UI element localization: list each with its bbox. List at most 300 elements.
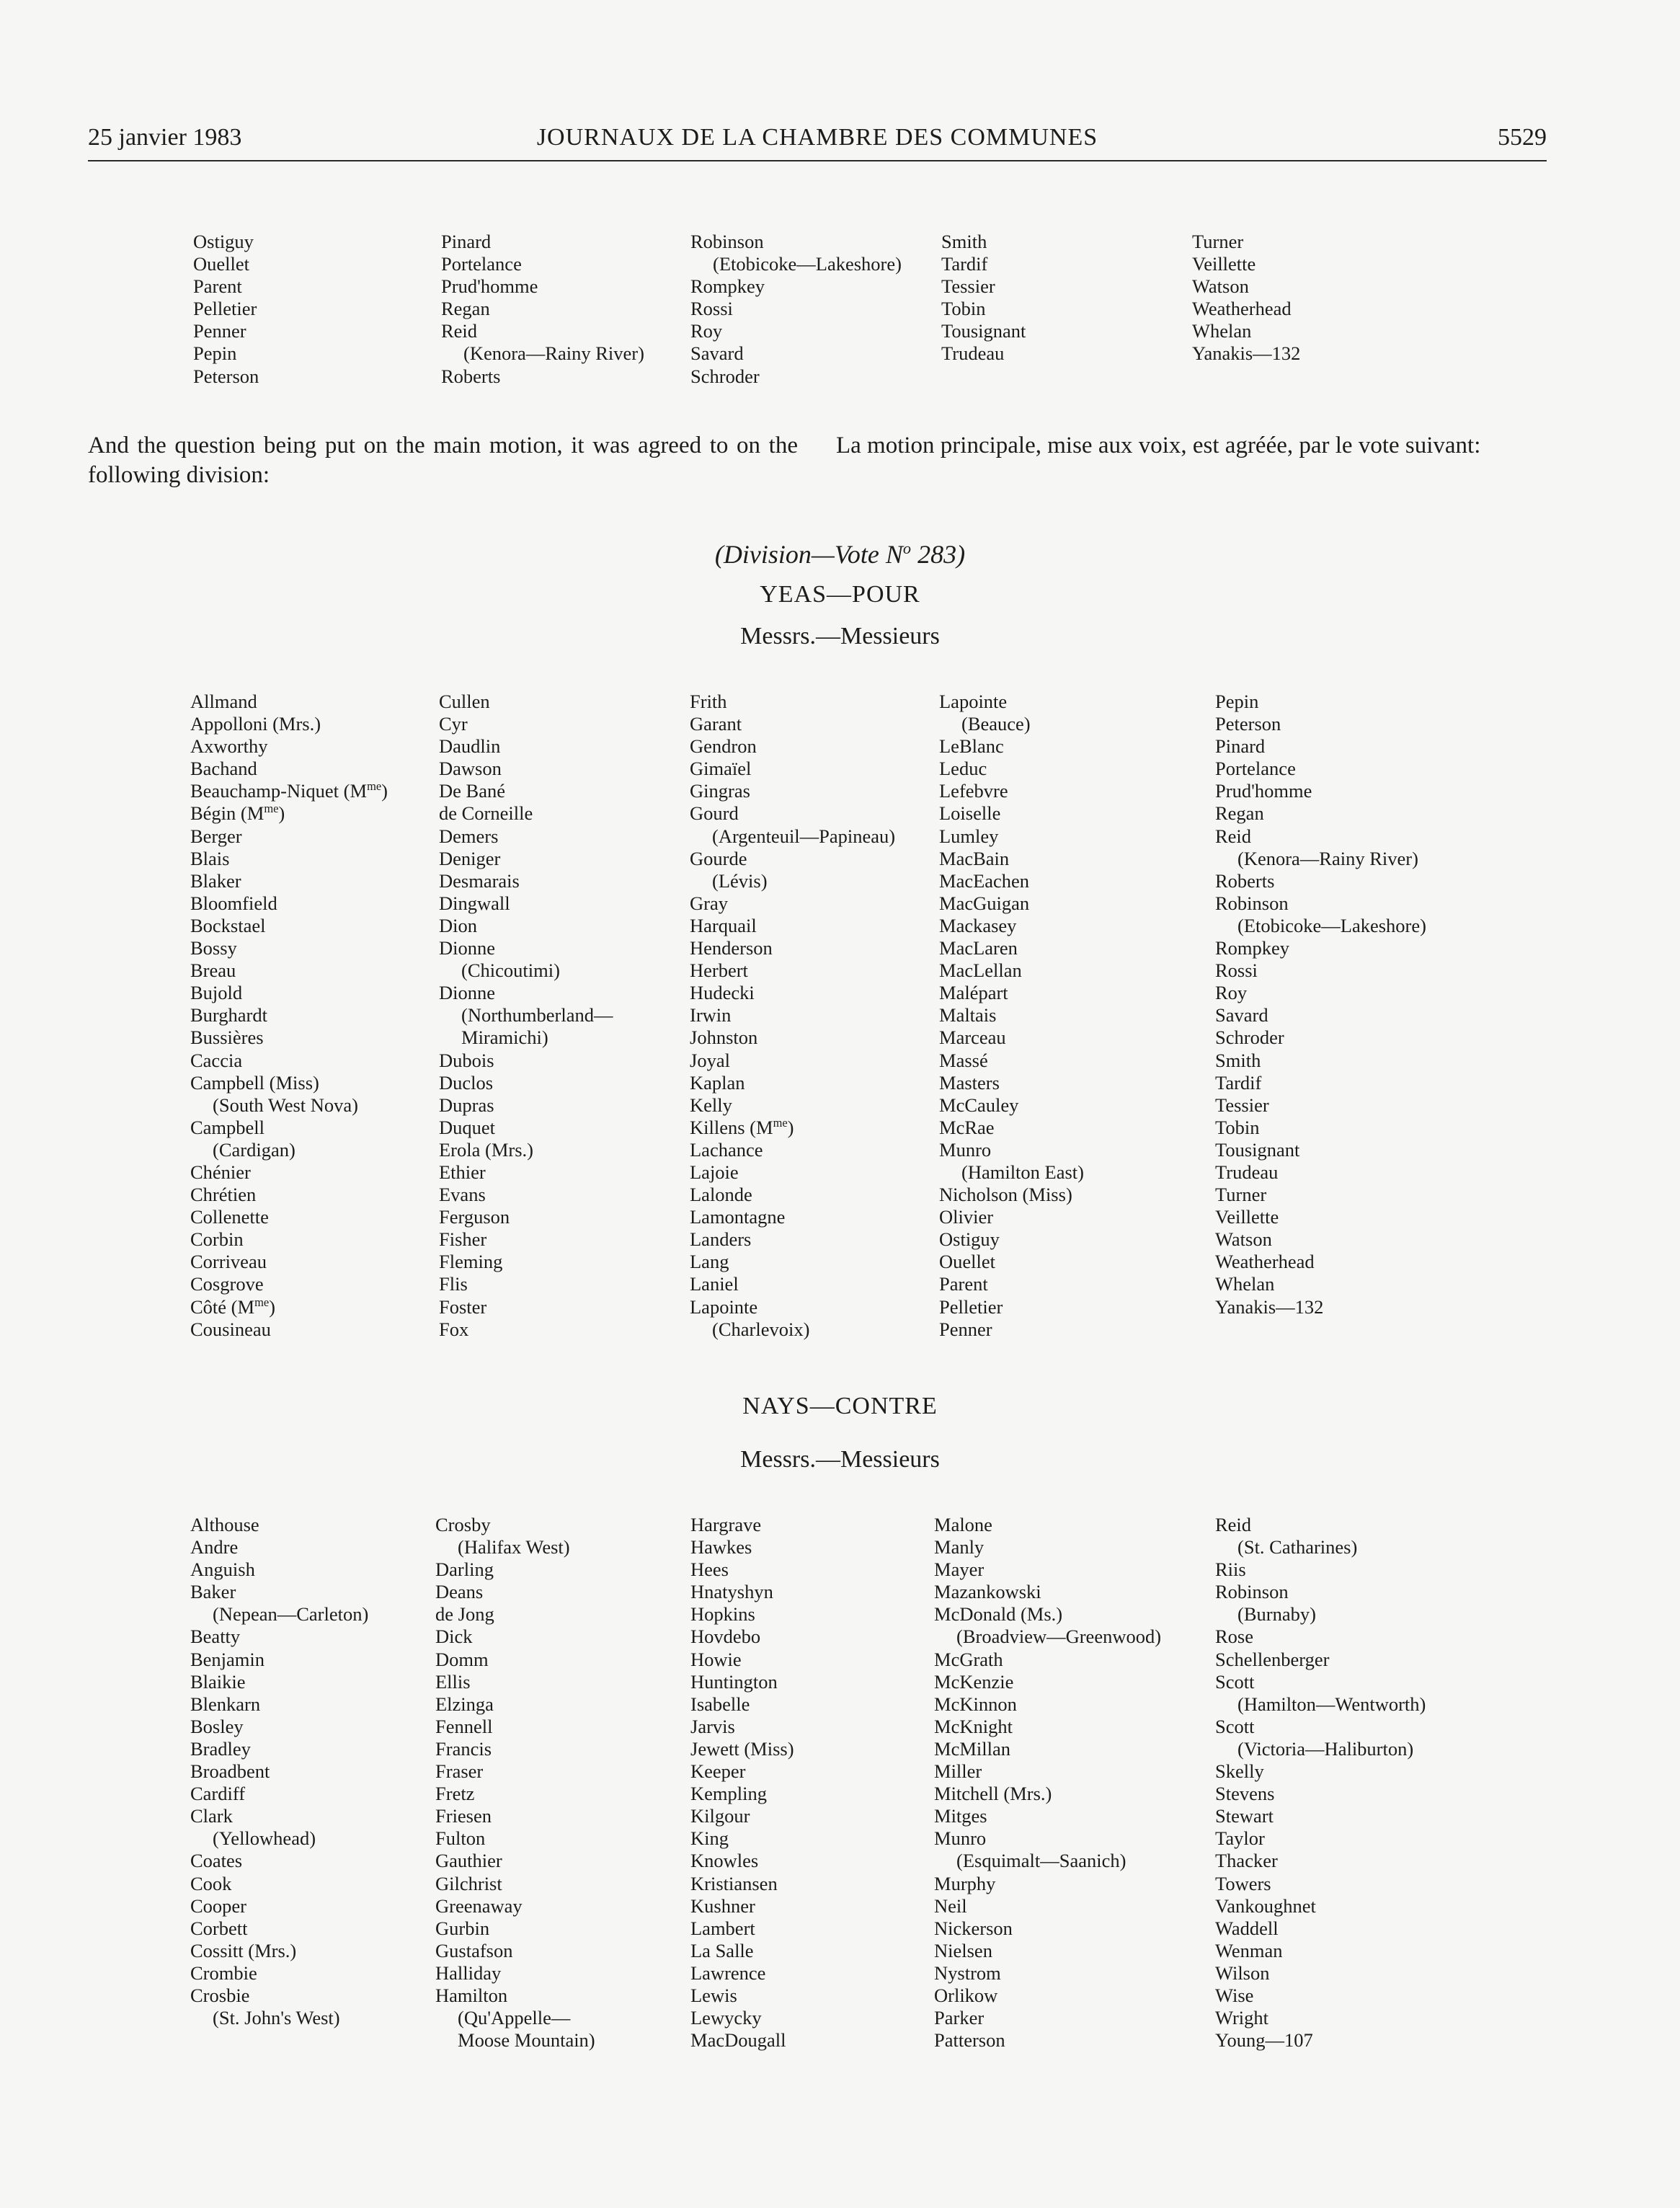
member-name: de Jong [435, 1603, 494, 1626]
member-name: Burghardt [190, 1004, 267, 1027]
member-name: Nickerson [934, 1917, 1013, 1939]
member-name: Campbell [190, 1116, 265, 1138]
top-column [941, 231, 1026, 365]
member-name: Penner [193, 320, 246, 342]
member-name: Robinson [690, 231, 764, 252]
member-name: Lang [690, 1251, 729, 1273]
member-name: Kilgour [690, 1805, 750, 1827]
member-name: Fretz [435, 1783, 475, 1805]
member-name: Pepin [193, 342, 237, 365]
member-name: La Salle [690, 1939, 754, 1961]
member-name: McCauley [939, 1094, 1019, 1116]
member-name: Veillette [1192, 253, 1256, 275]
member-name: Darling [435, 1559, 494, 1581]
member-name: Blenkarn [190, 1693, 261, 1715]
member-name: Anguish [190, 1559, 255, 1581]
member-name: Hopkins [690, 1603, 755, 1626]
member-name: Smith [941, 231, 987, 252]
member-name: Tobin [941, 298, 986, 320]
member-name: Lewycky [690, 2007, 762, 2029]
member-name: Reid [1215, 825, 1252, 847]
member-name: Neil [934, 1894, 967, 1917]
member-name: Breau [190, 959, 236, 982]
member-name: Roy [690, 320, 723, 342]
member-name: McKinnon [934, 1693, 1017, 1715]
member-name: Dion [439, 914, 477, 936]
member-name: Rossi [690, 298, 733, 320]
member-name: Ostiguy [939, 1228, 1000, 1251]
member-name: Hargrave [690, 1514, 762, 1535]
member-name: Cullen [439, 691, 490, 712]
member-name: Fraser [435, 1760, 484, 1783]
member-name: Tobin [1215, 1116, 1260, 1138]
member-name: Skelly [1215, 1760, 1264, 1783]
member-name: Peterson [193, 365, 259, 387]
member-name: Cyr [439, 713, 468, 735]
member-name: (Northumberland— [461, 1004, 613, 1027]
member-name: Hees [690, 1559, 729, 1581]
member-name: Schroder [690, 365, 760, 387]
member-name: Nicholson (Miss) [939, 1184, 1072, 1206]
member-name: (Victoria—Haliburton) [1237, 1737, 1414, 1760]
member-name: Robinson [1215, 892, 1289, 914]
division-title: (Division—Vote $N^o$ 283) [714, 539, 966, 569]
member-name: Smith [1215, 1049, 1261, 1071]
member-name: Weatherhead [1215, 1251, 1315, 1273]
member-name: Garant [690, 713, 742, 735]
member-name: Watson [1192, 275, 1249, 298]
member-name: Hudecki [690, 982, 755, 1004]
page-header [88, 124, 1547, 161]
member-name: Penner [939, 1318, 992, 1340]
member-name: Hovdebo [690, 1626, 761, 1648]
member-name: Côté $(M^{me})$ [190, 1295, 275, 1318]
member-name: Fox [439, 1318, 469, 1340]
member-name: MacLaren [939, 937, 1018, 959]
member-name: Benjamin [190, 1648, 265, 1670]
member-name: Regan [441, 298, 490, 320]
member-name: Kempling [690, 1783, 767, 1805]
nays-heading: NAYS—CONTRE [742, 1393, 938, 1419]
member-name: Savard [1215, 1004, 1268, 1027]
member-name: Scott [1215, 1670, 1255, 1693]
member-name: Ferguson [439, 1206, 510, 1228]
member-name: Rompkey [690, 275, 765, 298]
paragraph-french: La motion principale, mise aux voix, est agréée, par le vote suivant: [836, 433, 1481, 458]
member-name: Tousignant [1215, 1138, 1300, 1161]
member-name: Bosley [190, 1715, 244, 1737]
yeas-column [439, 691, 613, 1341]
top-column [690, 231, 902, 388]
member-name: Schellenberger [1215, 1648, 1330, 1670]
member-name: Rompkey [1215, 937, 1290, 959]
page-number: 5529 [1498, 124, 1547, 151]
member-name: Dick [435, 1626, 473, 1648]
member-name: De Bané [439, 780, 505, 802]
member-name: Tessier [1215, 1094, 1269, 1116]
member-name: Reid [1215, 1514, 1252, 1535]
member-name: Althouse [190, 1514, 259, 1535]
member-name: Dawson [439, 758, 502, 780]
yeas-subheading: Messrs.—Messieurs [740, 623, 940, 649]
member-name: Gourde [690, 847, 747, 869]
member-name: Tardif [1215, 1071, 1262, 1094]
member-name: Cook [190, 1872, 232, 1894]
member-name: Kushner [690, 1894, 755, 1917]
top-column [1192, 231, 1300, 365]
member-name: (Argenteuil—Papineau) [712, 825, 896, 847]
member-name: Crosby [435, 1514, 491, 1535]
member-name: McKenzie [934, 1670, 1014, 1693]
member-name: Pelletier [193, 298, 257, 320]
member-name: Caccia [190, 1049, 243, 1071]
member-name: Parent [939, 1273, 988, 1295]
member-name: Patterson [934, 2029, 1005, 2052]
member-name: McKnight [934, 1715, 1013, 1737]
member-name: Wenman [1215, 1939, 1283, 1961]
member-name: Isabelle [690, 1693, 750, 1715]
member-name: Turner [1215, 1184, 1267, 1206]
member-name: Evans [439, 1184, 486, 1206]
header-title: JOURNAUX DE LA CHAMBRE DES COMMUNES [536, 124, 1098, 151]
member-name: Jarvis [690, 1715, 735, 1737]
member-name: Roberts [441, 365, 501, 387]
member-name: (Nepean—Carleton) [213, 1603, 369, 1626]
member-name: Chrétien [190, 1184, 257, 1206]
member-name: McMillan [934, 1737, 1010, 1760]
member-name: Munro [939, 1138, 992, 1161]
member-name: Kelly [690, 1094, 732, 1116]
member-name: Parker [934, 2007, 985, 2029]
member-name: Bockstael [190, 914, 266, 936]
member-name: (Kenora—Rainy River) [463, 342, 644, 365]
member-name: Pinard [1215, 735, 1266, 758]
member-name: Killens $(M^{me})$ [690, 1115, 794, 1138]
member-name: Laniel [690, 1273, 739, 1295]
member-name: Leduc [939, 758, 987, 780]
member-name: Duquet [439, 1116, 496, 1138]
member-name: Bujold [190, 982, 243, 1004]
member-name: (Charlevoix) [712, 1318, 810, 1340]
nays-column [1215, 1514, 1426, 2052]
member-name: Regan [1215, 802, 1264, 825]
member-name: Blaker [190, 869, 241, 892]
member-name: Gourd [690, 802, 739, 825]
member-name: Henderson [690, 937, 773, 959]
member-name: Dubois [439, 1049, 494, 1071]
member-name: Malone [934, 1514, 992, 1535]
member-name: Gilchrist [435, 1872, 502, 1894]
member-name: Lumley [939, 825, 999, 847]
member-name: Lapointe [939, 691, 1008, 712]
member-name: Broadbent [190, 1760, 270, 1783]
nays-column [190, 1514, 368, 2029]
member-name: Keeper [690, 1760, 746, 1783]
member-name: Rose [1215, 1626, 1253, 1648]
member-name: Lambert [690, 1917, 755, 1939]
yeas-column [939, 691, 1084, 1341]
member-name: Marceau [939, 1027, 1006, 1049]
member-name: Dingwall [439, 892, 510, 914]
member-name: Pepin [1215, 691, 1259, 712]
member-name: Miramichi) [461, 1027, 548, 1049]
member-name: Gray [690, 892, 728, 914]
member-name: Axworthy [190, 735, 268, 758]
member-name: Lachance [690, 1138, 763, 1161]
member-name: (St. Catharines) [1237, 1536, 1358, 1559]
member-name: Knowles [690, 1850, 759, 1872]
member-name: Dionne [439, 982, 496, 1004]
member-name: Frith [690, 691, 727, 712]
member-name: Orlikow [934, 1984, 998, 2006]
yeas-heading: YEAS—POUR [760, 581, 920, 608]
member-name: Maltais [939, 1004, 997, 1027]
member-name: MacLellan [939, 959, 1022, 982]
member-name: Loiselle [939, 802, 1001, 825]
member-name: Beatty [190, 1626, 241, 1648]
member-name: Johnston [690, 1027, 758, 1049]
member-name: Trudeau [941, 342, 1005, 365]
member-name: Baker [190, 1581, 236, 1603]
member-name: MacEachen [939, 869, 1030, 892]
member-name: McRae [939, 1116, 995, 1138]
member-name: Dupras [439, 1094, 494, 1116]
member-name: Blais [190, 847, 230, 869]
member-name: (Etobicoke—Lakeshore) [1237, 914, 1426, 936]
member-name: Wise [1215, 1984, 1254, 2006]
member-name: Allmand [190, 691, 257, 712]
member-name: Moose Mountain) [458, 2029, 595, 2052]
member-name: Gimaïel [690, 758, 752, 780]
member-name: Mackasey [939, 914, 1017, 936]
member-name: Lawrence [690, 1961, 766, 1984]
yeas-column [1215, 691, 1426, 1318]
member-name: Bloomfield [190, 892, 277, 914]
member-name: Francis [435, 1737, 492, 1760]
member-name: Lapointe [690, 1295, 758, 1318]
member-name: Appolloni (Mrs.) [190, 713, 321, 735]
member-name: McDonald (Ms.) [934, 1603, 1063, 1626]
member-name: Parent [193, 275, 242, 298]
member-name: Ouellet [939, 1251, 995, 1273]
member-name: Schroder [1215, 1027, 1284, 1049]
member-name: MacBain [939, 847, 1010, 869]
member-name: (Etobicoke—Lakeshore) [713, 253, 902, 275]
member-name: (Chicoutimi) [461, 959, 560, 982]
member-name: Thacker [1215, 1850, 1278, 1872]
nays-subheading: Messrs.—Messieurs [740, 1446, 940, 1473]
member-name: Cosgrove [190, 1273, 264, 1295]
member-name: (Broadview—Greenwood) [956, 1626, 1162, 1648]
member-name: Hawkes [690, 1536, 752, 1559]
member-name: Irwin [690, 1004, 732, 1027]
member-name: Lajoie [690, 1161, 739, 1183]
member-name: Roy [1215, 982, 1248, 1004]
member-name: Fulton [435, 1827, 486, 1850]
member-name: Harquail [690, 914, 757, 936]
member-name: (Halifax West) [458, 1536, 570, 1559]
member-name: (Qu'Appelle— [458, 2007, 571, 2029]
nays-column [435, 1514, 595, 2052]
member-name: McGrath [934, 1648, 1003, 1670]
member-name: Vankoughnet [1215, 1894, 1316, 1917]
header-date: 25 janvier 1983 [88, 124, 242, 151]
member-name: Deans [435, 1581, 484, 1603]
member-name: Cooper [190, 1894, 247, 1917]
member-name: Yanakis—132 [1215, 1295, 1324, 1318]
member-name: Halliday [435, 1961, 502, 1984]
member-name: (Yellowhead) [213, 1827, 316, 1850]
yeas-column [190, 691, 388, 1341]
member-name: Bossy [190, 937, 237, 959]
member-name: Gauthier [435, 1850, 502, 1872]
member-name: Ouellet [193, 253, 249, 275]
member-name: Tessier [941, 275, 995, 298]
member-name: Roberts [1215, 869, 1275, 892]
member-name: Towers [1215, 1872, 1271, 1894]
member-name: Andre [190, 1536, 239, 1559]
member-name: Watson [1215, 1228, 1272, 1251]
member-name: Elzinga [435, 1693, 494, 1715]
member-name: Bussières [190, 1027, 264, 1049]
nays-column [690, 1514, 794, 2052]
member-name: Ethier [439, 1161, 486, 1183]
member-name: Peterson [1215, 713, 1281, 735]
member-name: Murphy [934, 1872, 996, 1894]
member-name: Lewis [690, 1984, 737, 2006]
member-name: Portelance [1215, 758, 1296, 780]
member-name: (Cardigan) [213, 1138, 295, 1161]
member-name: Bachand [190, 758, 257, 780]
member-name: Duclos [439, 1071, 494, 1094]
member-name: Whelan [1215, 1273, 1275, 1295]
member-name: Scott [1215, 1715, 1255, 1737]
member-name: Miller [934, 1760, 982, 1783]
member-name: Gurbin [435, 1917, 490, 1939]
member-name: Hamilton [435, 1984, 508, 2006]
member-name: Joyal [690, 1049, 730, 1071]
member-name: Pinard [441, 231, 492, 252]
member-name: Prud'homme [441, 275, 538, 298]
member-name: Weatherhead [1192, 298, 1292, 320]
member-name: Mazankowski [934, 1581, 1041, 1603]
member-name: Coates [190, 1850, 243, 1872]
member-name: Beauchamp-Niquet $(M^{me})$ [190, 779, 388, 802]
member-name: Chénier [190, 1161, 251, 1183]
member-name: Malépart [939, 982, 1008, 1004]
member-name: Jewett (Miss) [690, 1737, 794, 1760]
member-name: Fleming [439, 1251, 503, 1273]
member-name: Gendron [690, 735, 757, 758]
member-name: Huntington [690, 1670, 778, 1693]
member-name: Lamontagne [690, 1206, 786, 1228]
member-name: Cossitt (Mrs.) [190, 1939, 297, 1961]
member-name: Fennell [435, 1715, 493, 1737]
member-name: Daudlin [439, 735, 501, 758]
member-name: Turner [1192, 231, 1244, 252]
member-name: Prud'homme [1215, 780, 1312, 802]
member-name: Wright [1215, 2007, 1269, 2029]
member-name: Cousineau [190, 1318, 271, 1340]
member-name: Gingras [690, 780, 750, 802]
member-name: (Esquimalt—Saanich) [956, 1850, 1126, 1872]
member-name: MacDougall [690, 2029, 786, 2052]
nays-column [934, 1514, 1161, 2052]
member-name: Nystrom [934, 1961, 1001, 1984]
member-name: Savard [690, 342, 744, 365]
member-name: Yanakis—132 [1192, 342, 1301, 365]
member-name: MacGuigan [939, 892, 1030, 914]
member-name: Lefebvre [939, 780, 1008, 802]
member-name: Portelance [441, 253, 522, 275]
member-name: Crombie [190, 1961, 257, 1984]
member-name: Bégin $(M^{me})$ [190, 802, 285, 825]
member-name: Trudeau [1215, 1161, 1279, 1183]
member-name: Kaplan [690, 1071, 745, 1094]
member-name: Howie [690, 1648, 742, 1670]
member-name: Dionne [439, 937, 496, 959]
member-name: (St. John's West) [213, 2007, 340, 2029]
member-name: LeBlanc [939, 735, 1004, 758]
member-name: Reid [441, 320, 478, 342]
member-name: Greenaway [435, 1894, 523, 1917]
member-name: Wilson [1215, 1961, 1270, 1984]
member-name: Waddell [1215, 1917, 1279, 1939]
top-column [193, 231, 259, 388]
member-name: Corbin [190, 1228, 244, 1251]
member-name: (Beauce) [961, 713, 1031, 735]
member-name: Hnatyshyn [690, 1581, 773, 1603]
member-name: Crosbie [190, 1984, 250, 2006]
member-name: Bradley [190, 1737, 251, 1760]
member-name: Kristiansen [690, 1872, 778, 1894]
member-name: Herbert [690, 959, 748, 982]
member-name: (Lévis) [712, 869, 768, 892]
member-name: Tardif [941, 253, 988, 275]
member-name: Mitges [934, 1805, 987, 1827]
member-name: Whelan [1192, 320, 1252, 342]
member-name: Deniger [439, 847, 501, 869]
member-name: Veillette [1215, 1206, 1279, 1228]
member-name: Masters [939, 1071, 1000, 1094]
member-name: Rossi [1215, 959, 1258, 982]
member-name: Friesen [435, 1805, 492, 1827]
member-name: Flis [439, 1273, 468, 1295]
member-name: Lalonde [690, 1184, 752, 1206]
member-name: Corbett [190, 1917, 248, 1939]
member-name: Clark [190, 1805, 233, 1827]
member-name: Berger [190, 825, 242, 847]
member-name: (Kenora—Rainy River) [1237, 847, 1418, 869]
yeas-column [690, 691, 895, 1341]
member-name: (Burnaby) [1237, 1603, 1316, 1626]
member-name: Munro [934, 1827, 987, 1850]
member-name: Pelletier [939, 1295, 1003, 1318]
member-name: Nielsen [934, 1939, 992, 1961]
member-name: Tousignant [941, 320, 1026, 342]
top-column [441, 231, 644, 388]
member-name: Massé [939, 1049, 988, 1071]
member-name: Young—107 [1215, 2029, 1313, 2052]
member-name: Gustafson [435, 1939, 513, 1961]
member-name: de Corneille [439, 802, 533, 825]
member-name: Blaikie [190, 1670, 246, 1693]
member-name: Foster [439, 1295, 487, 1318]
member-name: Robinson [1215, 1581, 1289, 1603]
member-name: Stewart [1215, 1805, 1274, 1827]
member-name: Mayer [934, 1559, 985, 1581]
member-name: Stevens [1215, 1783, 1275, 1805]
